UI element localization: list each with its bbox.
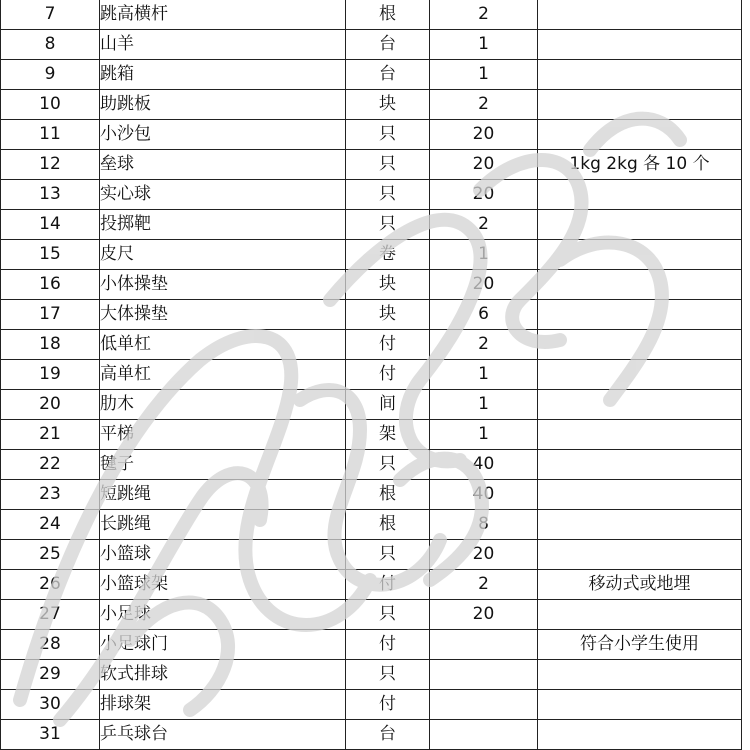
table-row <box>1 210 742 240</box>
row-number: 21 <box>1 420 100 450</box>
item-note <box>538 300 742 330</box>
row-number: 9 <box>1 60 100 90</box>
item-quantity: 1 <box>430 60 538 90</box>
table-row <box>1 630 742 660</box>
item-name: 大体操垫 <box>100 300 346 330</box>
table-row <box>1 270 742 300</box>
item-quantity: 20 <box>430 180 538 210</box>
table-row <box>1 0 742 30</box>
item-note <box>538 180 742 210</box>
item-note <box>538 360 742 390</box>
item-unit: 架 <box>346 420 430 450</box>
item-quantity: 6 <box>430 300 538 330</box>
item-name: 小篮球架 <box>100 570 346 600</box>
item-name: 肋木 <box>100 390 346 420</box>
item-quantity: 1 <box>430 240 538 270</box>
item-name: 小沙包 <box>100 120 346 150</box>
table-row <box>1 540 742 570</box>
item-name: 小体操垫 <box>100 270 346 300</box>
item-note: 符合小学生使用 <box>538 630 742 660</box>
row-number: 12 <box>1 150 100 180</box>
item-unit: 台 <box>346 720 430 750</box>
item-unit: 付 <box>346 570 430 600</box>
item-note <box>538 600 742 630</box>
item-name: 小足球门 <box>100 630 346 660</box>
item-quantity: 1 <box>430 420 538 450</box>
item-unit: 台 <box>346 60 430 90</box>
table-row <box>1 300 742 330</box>
row-number: 22 <box>1 450 100 480</box>
item-quantity <box>430 630 538 660</box>
item-note <box>538 660 742 690</box>
item-unit: 付 <box>346 630 430 660</box>
item-note <box>538 90 742 120</box>
item-name: 跳箱 <box>100 60 346 90</box>
item-note <box>538 270 742 300</box>
row-number: 25 <box>1 540 100 570</box>
item-note <box>538 540 742 570</box>
row-number: 26 <box>1 570 100 600</box>
row-number: 18 <box>1 330 100 360</box>
item-note <box>538 690 742 720</box>
item-unit: 只 <box>346 450 430 480</box>
item-quantity: 1 <box>430 30 538 60</box>
item-quantity: 1 <box>430 390 538 420</box>
table-row <box>1 60 742 90</box>
item-quantity: 2 <box>430 330 538 360</box>
row-number: 11 <box>1 120 100 150</box>
row-number: 13 <box>1 180 100 210</box>
item-name: 低单杠 <box>100 330 346 360</box>
row-number: 14 <box>1 210 100 240</box>
table-row <box>1 570 742 600</box>
item-note <box>538 480 742 510</box>
row-number: 7 <box>1 0 100 30</box>
row-number: 10 <box>1 90 100 120</box>
item-note: 移动式或地埋 <box>538 570 742 600</box>
item-name: 山羊 <box>100 30 346 60</box>
table-row <box>1 360 742 390</box>
item-unit: 间 <box>346 390 430 420</box>
item-unit: 只 <box>346 210 430 240</box>
row-number: 28 <box>1 630 100 660</box>
table-row <box>1 600 742 630</box>
item-unit: 只 <box>346 120 430 150</box>
row-number: 16 <box>1 270 100 300</box>
table-row <box>1 180 742 210</box>
item-name: 高单杠 <box>100 360 346 390</box>
item-note <box>538 120 742 150</box>
item-name: 小篮球 <box>100 540 346 570</box>
item-note <box>538 240 742 270</box>
item-unit: 块 <box>346 90 430 120</box>
item-unit: 根 <box>346 510 430 540</box>
item-note <box>538 30 742 60</box>
row-number: 30 <box>1 690 100 720</box>
item-note <box>538 390 742 420</box>
table-row <box>1 420 742 450</box>
table-row <box>1 150 742 180</box>
item-name: 实心球 <box>100 180 346 210</box>
item-name: 平梯 <box>100 420 346 450</box>
item-quantity <box>430 660 538 690</box>
item-note <box>538 720 742 750</box>
row-number: 23 <box>1 480 100 510</box>
item-quantity: 2 <box>430 90 538 120</box>
item-name: 长跳绳 <box>100 510 346 540</box>
table-row <box>1 720 742 750</box>
item-quantity <box>430 690 538 720</box>
item-quantity: 1 <box>430 360 538 390</box>
item-name: 投掷靶 <box>100 210 346 240</box>
item-quantity: 2 <box>430 210 538 240</box>
item-unit: 只 <box>346 660 430 690</box>
row-number: 27 <box>1 600 100 630</box>
row-number: 19 <box>1 360 100 390</box>
item-quantity: 20 <box>430 150 538 180</box>
item-unit: 块 <box>346 300 430 330</box>
row-number: 29 <box>1 660 100 690</box>
item-name: 排球架 <box>100 690 346 720</box>
row-number: 24 <box>1 510 100 540</box>
item-quantity: 20 <box>430 540 538 570</box>
item-note <box>538 330 742 360</box>
item-name: 软式排球 <box>100 660 346 690</box>
table-row <box>1 690 742 720</box>
table-row <box>1 510 742 540</box>
table-row <box>1 120 742 150</box>
item-note <box>538 210 742 240</box>
item-unit: 付 <box>346 360 430 390</box>
item-quantity: 40 <box>430 480 538 510</box>
item-name: 垒球 <box>100 150 346 180</box>
row-number: 15 <box>1 240 100 270</box>
item-unit: 台 <box>346 30 430 60</box>
item-unit: 根 <box>346 480 430 510</box>
item-quantity: 8 <box>430 510 538 540</box>
table-row <box>1 240 742 270</box>
item-note <box>538 0 742 30</box>
item-quantity: 2 <box>430 570 538 600</box>
table-row <box>1 450 742 480</box>
item-quantity: 40 <box>430 450 538 480</box>
item-unit: 卷 <box>346 240 430 270</box>
item-name: 皮尺 <box>100 240 346 270</box>
table-row <box>1 660 742 690</box>
item-unit: 付 <box>346 330 430 360</box>
item-unit: 只 <box>346 150 430 180</box>
item-unit: 块 <box>346 270 430 300</box>
row-number: 8 <box>1 30 100 60</box>
item-note <box>538 420 742 450</box>
item-name: 短跳绳 <box>100 480 346 510</box>
item-note <box>538 510 742 540</box>
item-name: 小足球 <box>100 600 346 630</box>
item-quantity: 20 <box>430 120 538 150</box>
table-row <box>1 30 742 60</box>
item-quantity: 2 <box>430 0 538 30</box>
row-number: 17 <box>1 300 100 330</box>
item-note <box>538 60 742 90</box>
item-name: 跳高横杆 <box>100 0 346 30</box>
table-row <box>1 330 742 360</box>
item-unit: 只 <box>346 180 430 210</box>
item-unit: 付 <box>346 690 430 720</box>
item-note: 1kg 2kg 各 10 个 <box>538 150 742 180</box>
item-unit: 只 <box>346 540 430 570</box>
table-row <box>1 90 742 120</box>
item-unit: 根 <box>346 0 430 30</box>
equipment-table-body <box>1 0 742 750</box>
item-quantity <box>430 720 538 750</box>
item-name: 助跳板 <box>100 90 346 120</box>
item-name: 乒乓球台 <box>100 720 346 750</box>
table-row <box>1 390 742 420</box>
row-number: 20 <box>1 390 100 420</box>
row-number: 31 <box>1 720 100 750</box>
item-quantity: 20 <box>430 600 538 630</box>
table-row <box>1 480 742 510</box>
item-note <box>538 450 742 480</box>
item-name: 毽子 <box>100 450 346 480</box>
item-unit: 只 <box>346 600 430 630</box>
item-quantity: 20 <box>430 270 538 300</box>
